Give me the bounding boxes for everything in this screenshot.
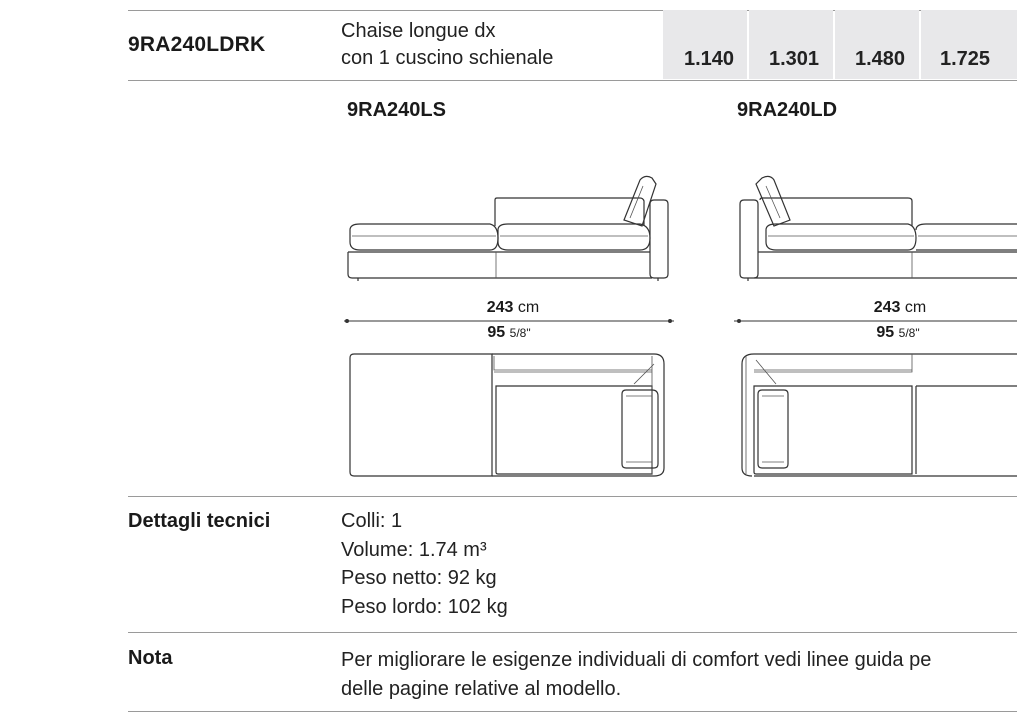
right-dim-in-fraction: 5/8" xyxy=(898,326,920,340)
note-divider xyxy=(128,632,1017,633)
bottom-rule xyxy=(128,711,1017,712)
details-divider xyxy=(128,496,1017,497)
product-code: 9RA240LDRK xyxy=(128,33,266,56)
right-drawing-code: 9RA240LD xyxy=(737,99,838,121)
description-line-2: con 1 cuscino schienale xyxy=(341,47,554,69)
left-dimension-inches xyxy=(449,324,569,342)
price-3: 1.480 xyxy=(855,48,906,70)
right-dim-cm-value: 243 xyxy=(873,299,901,316)
product-description xyxy=(341,18,553,72)
left-dim-in-fraction: 5/8" xyxy=(509,326,531,340)
note-label: Nota xyxy=(128,647,173,669)
price-1: 1.140 xyxy=(684,48,735,70)
left-dimension-cm xyxy=(453,299,573,317)
note-line-1: Per migliorare le esigenze individuali di comfort vedi linee guida pe xyxy=(341,649,932,671)
left-front-elevation-drawing xyxy=(340,170,680,285)
note-text xyxy=(341,646,931,703)
note-line-2: delle pagine relative al modello. xyxy=(341,677,622,700)
right-plan-view-drawing xyxy=(730,350,1017,485)
right-dim-in-value: 95 xyxy=(876,324,895,341)
right-dimension-inches xyxy=(838,324,958,342)
left-dim-cm-unit: cm xyxy=(517,299,540,316)
detail-packages: Colli: 1 xyxy=(341,510,403,532)
left-dim-in-value: 95 xyxy=(487,324,506,341)
description-line-1: Chaise longue dx xyxy=(341,20,496,42)
price-2: 1.301 xyxy=(769,48,820,70)
detail-gross-weight: Peso lordo: 102 kg xyxy=(341,595,508,618)
left-plan-view-drawing xyxy=(340,350,680,485)
right-dim-cm-unit: cm xyxy=(904,299,927,316)
left-drawing-code: 9RA240LS xyxy=(347,99,446,121)
details-label: Dettagli tecnici xyxy=(128,510,271,532)
detail-net-weight: Peso netto: 92 kg xyxy=(341,567,497,589)
left-dim-cm-value: 243 xyxy=(486,299,514,316)
detail-volume: Volume: 1.74 m³ xyxy=(341,538,487,561)
details-list xyxy=(341,507,508,621)
right-front-elevation-drawing xyxy=(730,170,1017,285)
right-dimension-cm xyxy=(840,299,960,317)
row-divider xyxy=(128,80,1017,81)
price-4: 1.725 xyxy=(940,48,991,70)
